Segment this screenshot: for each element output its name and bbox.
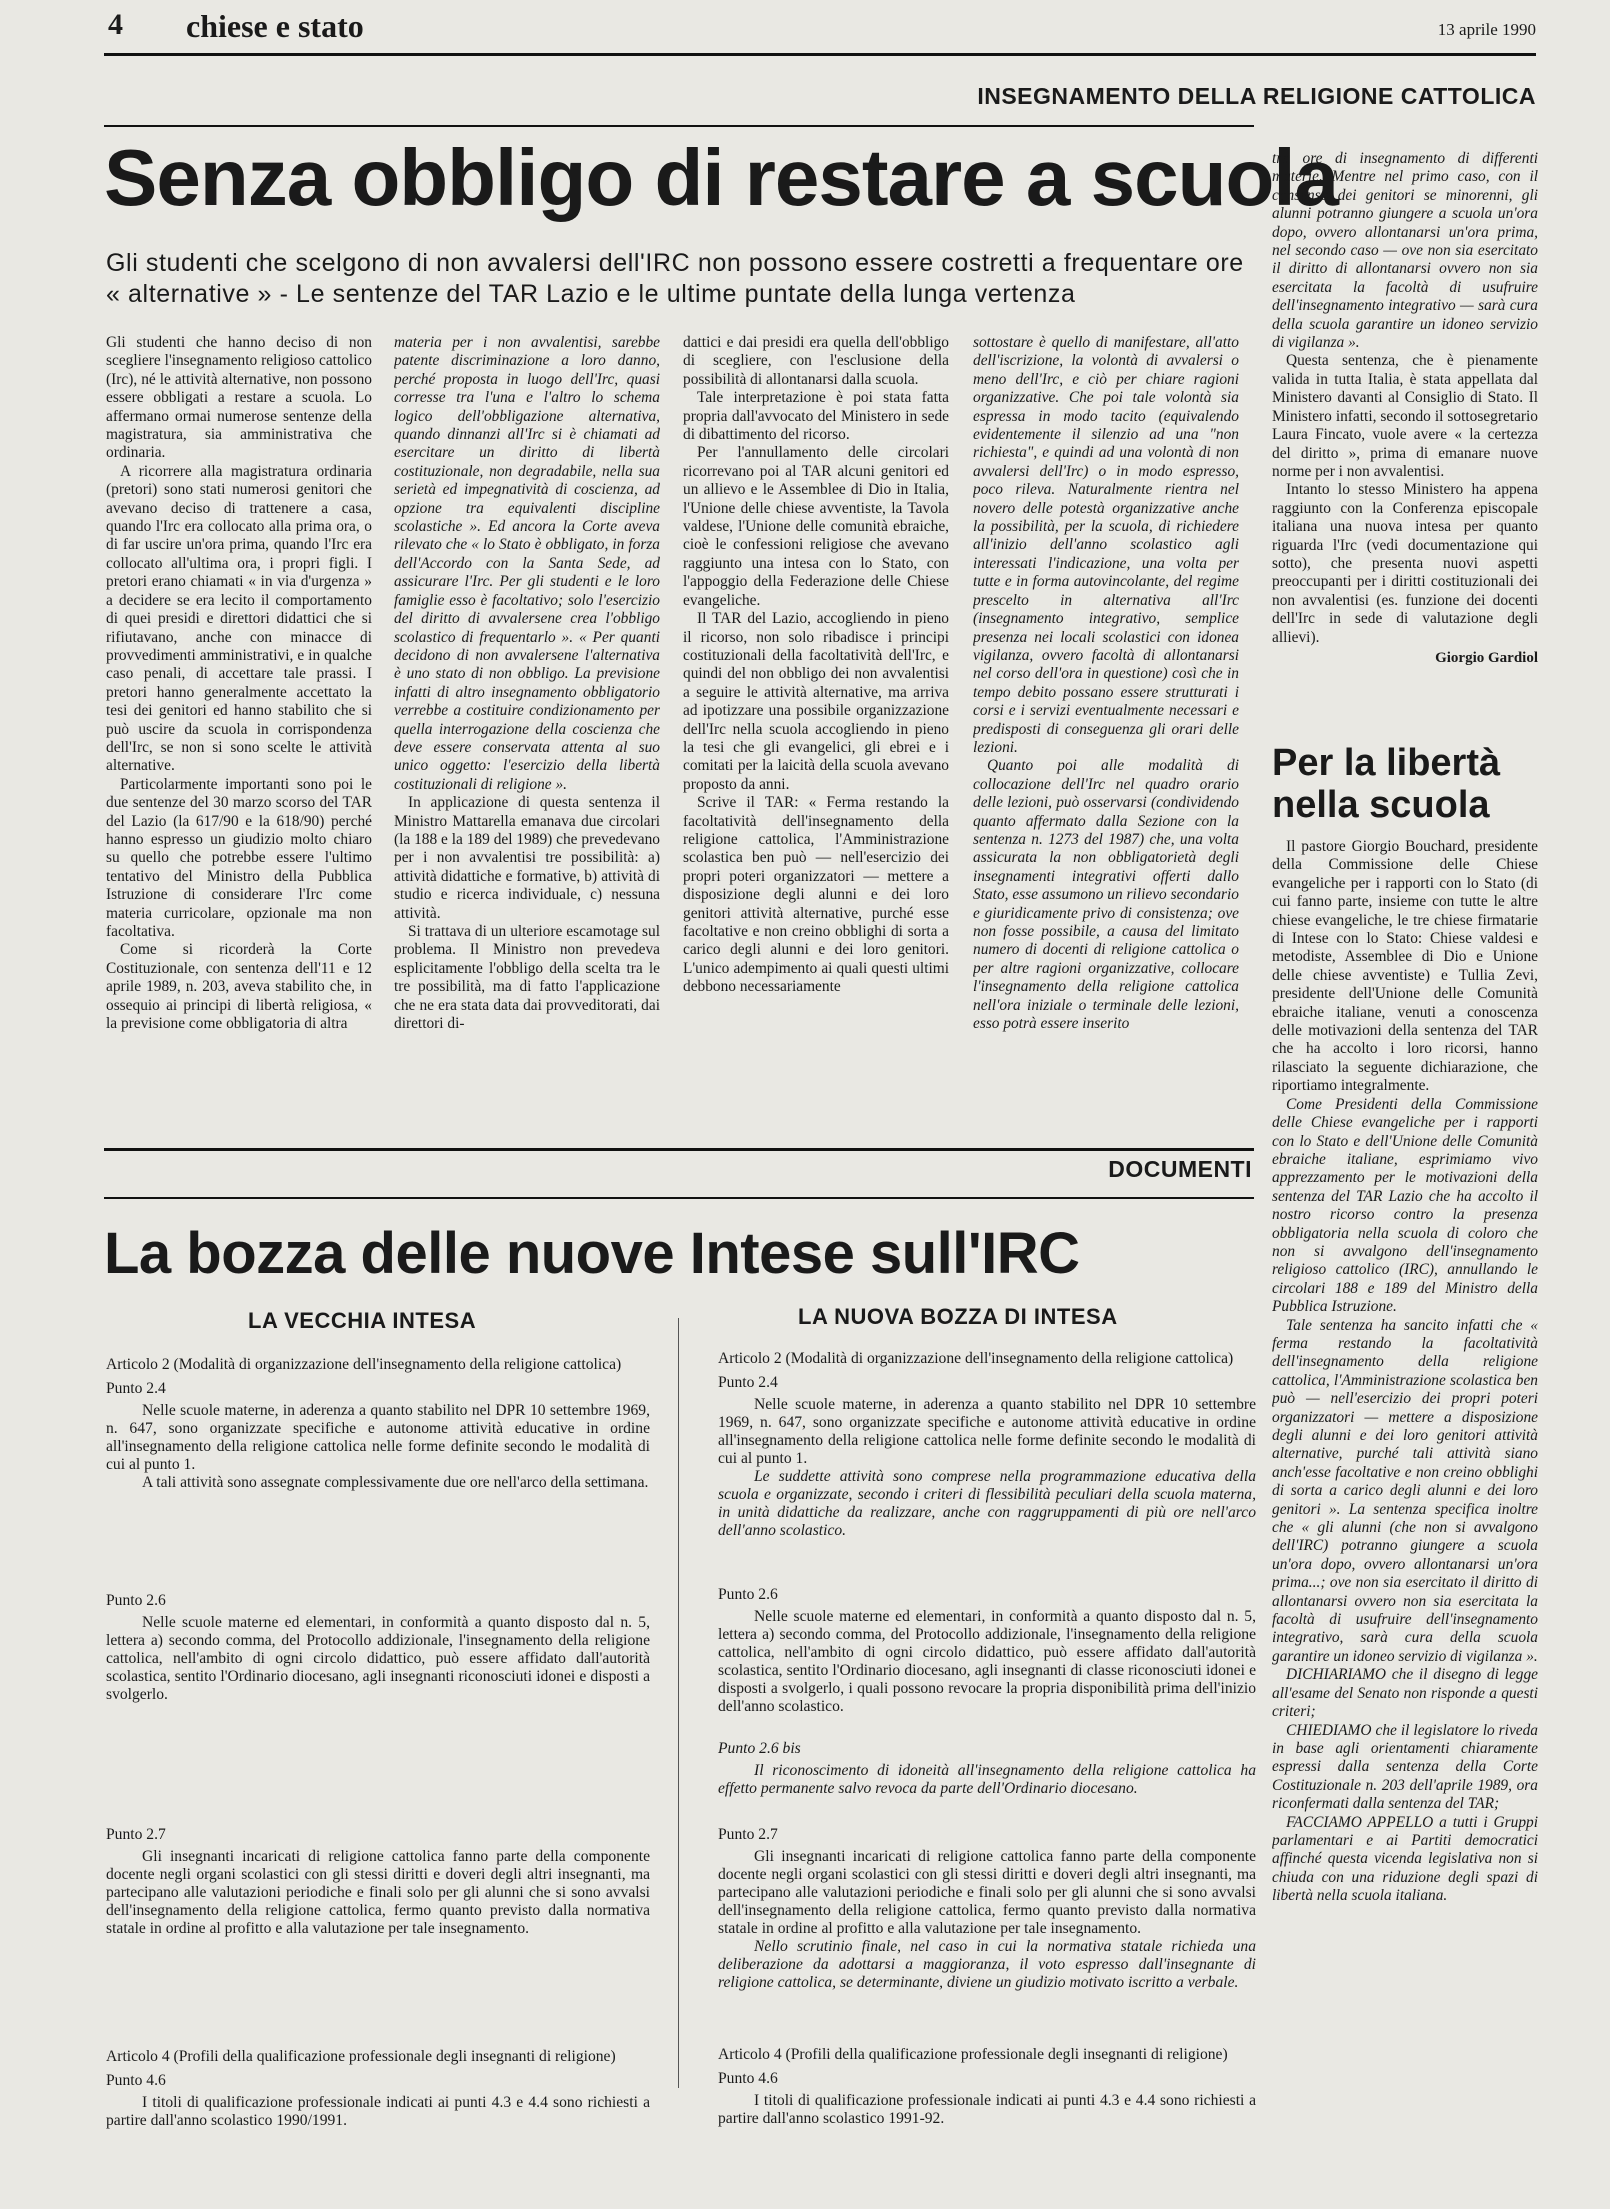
old-intesa-title: LA VECCHIA INTESA — [248, 1308, 477, 1333]
punto-text: Nelle scuole materne, in aderenza a quanto stabilito nel DPR 10 settembre 1969, n. 647, sono organizzate specifiche e autonome attività educative in ordine all'insegnamento della religione cattolica nelle forme definite secondo le modalità di cui al punto 1. — [106, 1402, 650, 1473]
paragraph: Gli studenti che hanno deciso di non scegliere l'insegnamento religioso cattolico (Irc), né le attività alternative, non possono essere obbligati a restare a scuola. Lo affermano ormai numerose sentenze della magistratura, sia amministrativa che ordinaria. — [106, 334, 372, 462]
article-ref: Articolo 4 (Profili della qualificazione professionale degli insegnanti di religione) — [718, 2046, 1228, 2063]
column-divider — [678, 1318, 679, 2088]
header-rule — [104, 53, 1536, 56]
paragraph: Il TAR del Lazio, accogliendo in pieno il ricorso, non solo ribadisce i principi costituzionali della facoltatività dell'Irc, e quindi del non obbligo dei non avvalentisi a seguire le attività alternative, ma arriva ad ipotizzare una possibile organizzazione dell'Irc nella scuola accogliendo in pieno la tesi che gli evangelici, gli ebrei e i comitati per la laicità della scuola avevano proposto da anni. — [683, 610, 949, 793]
quote-paragraph: Tale sentenza ha sancito infatti che « ferma restando la facoltatività dell'insegnamento della religione cattolica, l'Amministrazione scolastica ben può — nell'esercizio dei propri poteri organizzatori — mettere a disposizione degli alunni e dei loro genitori attività alternative, purché tali attività siano anch'esse facoltative e non creino obblighi di sorta a carico degli alunni e dei loro genitori ». La sentenza specifica inoltre che « gli alunni (che non si avvalgono dell'IRC) potranno giungere a scuola un'ora dopo, ovvero allontanarsi un'ora prima...; ove non sia esercitato il diritto di allontanarsi ovvero non sia esercitata la facoltà di usufruire dell'insegnamento integrativo, sarà cura della scuola garantire un idoneo servizio di vigilanza ». — [1272, 1316, 1538, 1665]
quote-paragraph: Come Presidenti della Commissione delle Chiese evangeliche per i rapporti con lo Stato e dell'Unione delle Comunità ebraiche italiane, esprimiamo vivo apprezzamento per le motivazioni della sentenza del TAR Lazio che ha accolto il nostro ricorso contro la presenza obbligatoria nella scuola di coloro che non si avvalgono dell'insegnamento religioso cattolico (IRC), annullando le circolari 188 e 189 del Ministro della Pubblica Istruzione. — [1272, 1095, 1538, 1316]
punto-text: I titoli di qualificazione professionale indicati ai punti 4.3 e 4.4 sono richiesti a partire dall'anno scolastico 1991-92. — [718, 2092, 1256, 2127]
article-ref: Articolo 4 (Profili della qualificazione professionale degli insegnanti di religione) — [106, 2048, 616, 2065]
new-intesa-block-3 — [718, 1734, 1256, 1798]
quote-paragraph: FACCIAMO APPELLO a tutti i Gruppi parlamentari e ai Partiti democratici affinché questa vicenda legislativa non si chiuda con una riduzione degli spazi di libertà nella scuola italiana. — [1272, 1813, 1538, 1905]
paragraph: Per l'annullamento delle circolari ricorrevano poi al TAR alcuni genitori ed un allievo e le Assemblee di Dio in Italia, l'Unione delle chiese avventiste, la Tavola valdese, l'Unione delle comunità ebraiche, cioè le confessioni religiose che avevano raggiunto una intesa con lo Stato, con l'appoggio della Federazione delle Chiese evangeliche. — [683, 444, 949, 609]
punto-text: Gli insegnanti incaricati di religione cattolica fanno parte della componente docente negli organi scolastici con gli stessi diritti e doveri degli altri insegnanti, ma partecipano alle valutazioni periodiche e finali solo per gli alunni che si sono avvalsi dell'insegnamento della religione cattolica, fermo quanto previsto dalla normativa statale in ordine al profitto e alla valutazione per tale insegnamento. — [718, 1848, 1256, 1937]
old-intesa-block-1 — [106, 1356, 650, 1492]
paragraph: Come si ricorderà la Corte Costituzionale, con sentenza dell'11 e 12 aprile 1989, n. 203, aveva stabilito che, in ossequio ai principi di libertà religiosa, « la previsione come obbligatoria di altra — [106, 941, 372, 1033]
article-ref: Articolo 2 (Modalità di organizzazione dell'insegnamento della religione cattolica) — [718, 1350, 1234, 1367]
article-column-2 — [394, 334, 660, 1116]
punto-label: Punto 2.7 — [106, 1826, 166, 1843]
paragraph: materia per i non avvalentisi, sarebbe patente discriminazione a loro danno, perché proposta in luogo dell'Irc, quasi corresse tra l'una e l'altro lo schema logico dell'obbligazione alternativa, quando dinnanzi all'Irc si è chiamati ad esercitare un diritto di libertà costituzionale, non degradabile, nella sua serietà ed impegnatività di coscienza, ad opzione tra equivalenti discipline scolastiche ». Ed ancora la Corte aveva rilevato che « lo Stato è obbligato, in forza dell'Accordo con la Santa Sede, ad assicurare l'Irc. Per gli studenti e le loro famiglie esso è facoltativo; solo l'esercizio del diritto di avvalersene crea l'obbligo scolastico di frequentarlo ». « Per quanti decidono di non avvalersene l'alternativa è uno stato di non obbligo. La previsione infatti di altro insegnamento obbligatorio verrebbe a costituire condizionamento per quella interrogazione della coscienza che deve essere conservata attenta al suo unico oggetto: l'esercizio della libertà costituzionali di religione ». — [394, 334, 660, 793]
box-body — [1272, 838, 1538, 2178]
section-title: chiese e stato — [186, 8, 364, 44]
punto-label: Punto 2.6 bis — [718, 1740, 801, 1757]
article-author: Giorgio Gardiol — [1435, 649, 1538, 666]
punto-text-new: Nello scrutinio finale, nel caso in cui la normativa statale richieda una deliberazione da adottarsi a maggioranza, il voto espresso dall'insegnante di religione cattolica, se determinante, diviene un giudizio motivato iscritto a verbale. — [718, 1938, 1256, 1991]
punto-label: Punto 2.4 — [106, 1380, 166, 1397]
box-headline: Per la libertà nella scuola — [1272, 742, 1501, 826]
paragraph: Si trattava di un ulteriore escamotage sul problema. Il Ministro non prevedeva esplicitamente l'obbligo della scelta tra le tre possibilità, ma di fatto l'applicazione che ne era stata data dai provveditorati, dai direttori di- — [394, 923, 660, 1033]
punto-text: A tali attività sono assegnate complessivamente due ore nell'arco della settimana. — [142, 1474, 649, 1491]
paragraph: Intanto lo stesso Ministero ha appena raggiunto con la Conferenza episcopale italiana una nuova intesa per quanto riguarda l'Irc (vedi documentazione qui sotto), che presenta nuovi aspetti preoccupanti per i diritti costituzionali dei non avvalentisi (es. funzione dei docenti dell'Irc in sede di valutazione degli allievi). — [1272, 481, 1538, 646]
article-headline: Senza obbligo di restare a scuola — [104, 133, 1339, 222]
new-intesa-title: LA NUOVA BOZZA DI INTESA — [798, 1304, 1118, 1329]
paragraph: dattici e dai presidi era quella dell'obbligo di scegliere, con l'esclusione della possibilità di allontanarsi dalla scuola. — [683, 334, 949, 388]
documents-top-rule — [104, 1148, 1254, 1151]
article-column-4 — [973, 334, 1239, 1116]
page-number: 4 — [108, 8, 123, 41]
article-column-1 — [106, 334, 372, 1034]
documents-kicker-rule — [104, 1197, 1254, 1199]
new-intesa-block-1 — [718, 1350, 1256, 1540]
punto-text: I titoli di qualificazione professionale indicati ai punti 4.3 e 4.4 sono richiesti a partire dall'anno scolastico 1990/1991. — [106, 2094, 650, 2129]
new-intesa-block-5 — [718, 2046, 1256, 2128]
paragraph: Scrive il TAR: « Ferma restando la facoltatività dell'insegnamento della religione cattolica, l'Amministrazione scolastica ben può — nell'esercizio dei propri poteri organizzatori — mettere a disposizione degli alunni e dei loro genitori attività alternative, purché esse facoltative e non creino obblighi di sorta a carico degli alunni e dei loro genitori. L'unico adempimento ai quali questi ultimi debbono necessariamente — [683, 794, 949, 996]
article-column-3 — [683, 334, 949, 1116]
punto-text: Nelle scuole materne, in aderenza a quanto stabilito nel DPR 10 settembre 1969, n. 647, sono organizzate specifiche e autonome attività educative in ordine all'insegnamento della religione cattolica nelle forme definite secondo le modalità di cui al punto 1. — [718, 1396, 1256, 1467]
paragraph: In applicazione di questa sentenza il Ministro Mattarella emanava due circolari (la 188 e la 189 del 1989) che prevedevano per i non avvalentisi tre possibilità: a) attività didattiche e formative, b) attività di studio e ricerca individuale, c) nessuna attività. — [394, 794, 660, 922]
punto-text: Gli insegnanti incaricati di religione cattolica fanno parte della componente docente negli organi scolastici con gli stessi diritti e doveri degli altri insegnanti, ma partecipano alle valutazioni periodiche e finali solo per gli alunni che si sono avvalsi dell'insegnamento della religione cattolica, fermo quanto previsto dalla normativa statale in ordine al profitto e alla valutazione per tale insegnamento. — [106, 1848, 650, 1937]
punto-text-new: Le suddette attività sono comprese nella programmazione educativa della scuola e organizzate, secondo i criteri di flessibilità peculiari della scuola materna, in unità didattiche da realizzare, anche con raggruppamenti di più ore nell'arco dell'anno scolastico. — [718, 1468, 1256, 1539]
punto-label: Punto 2.6 — [718, 1586, 778, 1603]
article-kicker: INSEGNAMENTO DELLA RELIGIONE CATTOLICA — [977, 83, 1536, 109]
issue-date: 13 aprile 1990 — [1437, 20, 1536, 39]
article-ref: Articolo 2 (Modalità di organizzazione dell'insegnamento della religione cattolica) — [106, 1356, 622, 1373]
kicker-rule — [104, 125, 1254, 127]
paragraph: Il pastore Giorgio Bouchard, presidente della Commissione delle Chiese evangeliche per i rapporti con lo Stato (di cui fanno parte, insieme con tutte le altre chiese evangeliche, le tre chiese firmatarie di Intese con lo Stato: Chiese valdesi e metodiste, Assemblee di Dio e Unione delle chiese avventiste) e Tullia Zevi, presidente dell'Unione delle Comunità ebraiche italiane, venuti a conoscenza delle motivazioni della sentenza del TAR che ha accolto i loro ricorsi, hanno rilasciato la seguente dichiarazione, che riportiamo integralmente. — [1272, 838, 1538, 1095]
paragraph: sottostare è quello di manifestare, all'atto dell'iscrizione, la volontà di avvalersi o meno dell'Irc, e ciò per chiare ragioni organizzative. Che poi tale volontà sia espressa in modo tacito (equivalendo evidentemente il silenzio ad una "non richiesta", e quindi ad una volontà di non avvalersi dell'Irc) o in modo espresso, poco rileva. Naturalmente rientra nel novero delle potestà organizzative anche la possibilità, per la scuola, di richiedere all'inizio dell'anno scolastico agli interessati l'indicazione, una volta per tutte e in forma autovincolante, del regime prescelto in alternativa all'Irc (insegnamento integrativo, semplice presenza nei locali scolastici con idonea vigilanza, ovvero facoltà di allontanarsi nel corso dell'ora in questione) così che in tempo debito possano essere strutturati i corsi e i servizi eventualmente necessari e predisposti di conseguenza gli orari delle lezioni. — [973, 334, 1239, 756]
paragraph: tra ore di insegnamento di differenti materie. Mentre nel primo caso, con il consenso dei genitori se minorenni, gli alunni potranno giungere a scuola un'ora dopo, ovvero allontanarsi un'ora prima, nel secondo caso — ove non sia esercitato il diritto di allontanarsi ovvero non sia esercitata la facoltà di usufruire dell'insegnamento integrativo — sarà cura della scuola garantire un idoneo servizio di vigilanza ». — [1272, 150, 1538, 352]
punto-label: Punto 4.6 — [718, 2070, 778, 2087]
punto-text-new: Il riconoscimento di idoneità all'insegnamento della religione cattolica ha effetto permanente salvo revoca da parte dell'Ordinario diocesano. — [718, 1762, 1256, 1797]
paragraph: Quanto poi alle modalità di collocazione dell'Irc nel quadro orario delle lezioni, può osservarsi (condividendo quanto affermato dalla Sezione con la sentenza n. 1273 del 1987) che, una volta assicurata la non obbligatorietà degli insegnamenti integrativi offerti dallo Stato, esse assumono un rilievo secondario e giuridicamente privo di consistenza; ove non fosse possibile, a causa del limitato numero di docenti di religione cattolica o per altre ragioni organizzative, collocare l'insegnamento della religione cattolica nell'ora iniziale o terminale delle lezioni, esso potrà essere inserito — [973, 757, 1239, 1033]
old-intesa-block-3 — [106, 1820, 650, 1938]
article-subheadline: Gli studenti che scelgono di non avvalersi dell'IRC non possono essere costretti a frequentare ore « alternative » - Le sentenze del TAR Lazio e le ultime puntate della lunga vertenza — [106, 249, 1244, 308]
new-intesa-block-4 — [718, 1820, 1256, 1992]
paragraph: A ricorrere alla magistratura ordinaria (pretori) sono stati numerosi genitori che avevano deciso di trattenere a casa, quando l'Irc era collocato alla prima ora, o di far uscire un'ora prima, quando l'Irc era collocato all'ultima ora, i propri figli. I pretori erano chiamati « in via d'urgenza » a decidere se era lecito il comportamento di quei presidi e direttori didattici che si rifiutavano, anche con minacce di provvedimenti amministrativi, e in qualche caso penali, di accettare tale prassi. I pretori hanno generalmente accettato la tesi dei genitori ed hanno stabilito che si può uscire da scuola in corrispondenza dell'Irc, se non si sono scelte le attività alternative. — [106, 462, 372, 775]
punto-label: Punto 2.7 — [718, 1826, 778, 1843]
old-intesa-block-4 — [106, 2048, 650, 2130]
punto-label: Punto 2.6 — [106, 1592, 166, 1609]
article-column-5 — [1272, 150, 1538, 718]
punto-text: Nelle scuole materne ed elementari, in conformità a quanto disposto dal n. 5, lettera a) secondo comma, del Protocollo addizionale, l'insegnamento della religione cattolica, nell'ambito di ogni circolo didattico, può essere affidato dall'autorità scolastica, sentito l'Ordinario diocesano, agli insegnanti di classe riconosciuti idonei e disposti a svolgerlo, i quali possono revocare la propria disponibilità prima dell'inizio dell'anno scolastico. — [718, 1608, 1256, 1715]
paragraph: Particolarmente importanti sono poi le due sentenze del 30 marzo scorso del TAR del Lazio (la 617/90 e la 618/90) perché hanno espresso un giudizio molto chiaro su quello che potrebbe essere l'ultimo tentativo del Ministro della Pubblica Istruzione di considerare l'Irc come materia curricolare, opzionale ma non facoltativa. — [106, 775, 372, 940]
quote-paragraph: CHIEDIAMO che il legislatore lo riveda in base agli orientamenti chiaramente espressi dalla sentenza della Corte Costituzionale n. 203 dell'aprile 1989, ora riconfermati dalla sentenza del TAR; — [1272, 1721, 1538, 1813]
punto-label: Punto 4.6 — [106, 2072, 166, 2089]
paragraph: Tale interpretazione è poi stata fatta propria dall'avvocato del Ministero in sede di dibattimento del ricorso. — [683, 389, 949, 444]
punto-label: Punto 2.4 — [718, 1374, 778, 1391]
quote-paragraph: DICHIARIAMO che il disegno di legge all'esame del Senato non risponde a questi criteri; — [1272, 1666, 1538, 1721]
documents-headline: La bozza delle nuove Intese sull'IRC — [104, 1221, 1080, 1286]
documents-kicker: DOCUMENTI — [1108, 1156, 1252, 1182]
punto-text: Nelle scuole materne ed elementari, in conformità a quanto disposto dal n. 5, lettera a) secondo comma, del Protocollo addizionale, l'insegnamento della religione cattolica, nell'ambito di ogni circolo didattico, può essere affidato dall'autorità scolastica, sentito l'Ordinario diocesano, agli insegnanti riconosciuti idonei e disposti a svolgerlo. — [106, 1614, 650, 1703]
new-intesa-block-2 — [718, 1580, 1256, 1716]
old-intesa-block-2 — [106, 1586, 650, 1704]
paragraph: Questa sentenza, che è pienamente valida in tutta Italia, è stata appellata dal Ministero davanti al Consiglio di Stato. Il Ministero infatti, secondo il sottosegretario Laura Fincato, vuole avere « la certezza del diritto », prima di emanare nuove norme per i non avvalentisi. — [1272, 352, 1538, 480]
